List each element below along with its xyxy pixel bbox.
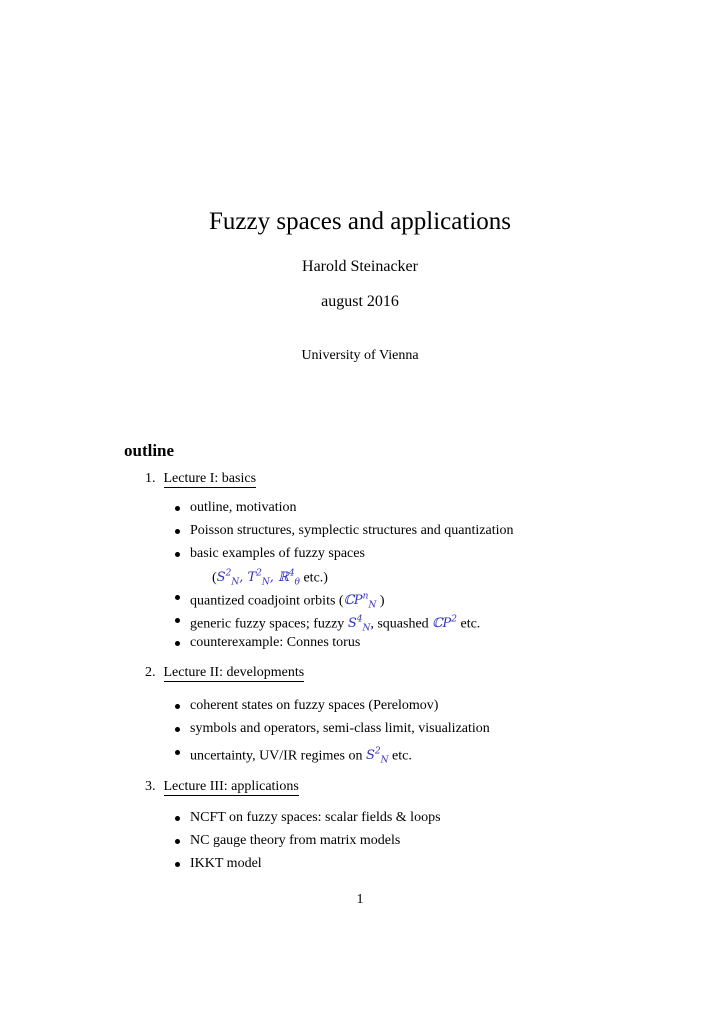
lecture-3-label: Lecture III: applications: [163, 779, 299, 794]
bullet-icon: [175, 750, 180, 755]
list-item: quantized coadjoint orbits (ℂP$^n_N$ ): [175, 587, 514, 610]
lecture-3: [145, 777, 299, 797]
bullet-icon: [175, 529, 180, 534]
date: august 2016: [321, 293, 399, 310]
bullet-icon: [175, 552, 180, 557]
bullet-icon: [175, 816, 180, 821]
outline-heading: outline: [124, 441, 175, 460]
list-item: symbols and operators, semi-class limit, visualization: [175, 719, 490, 742]
list-item: generic fuzzy spaces; fuzzy $S^4_N$, squashed ℂP$^2$ etc.: [175, 610, 514, 633]
lecture-1-number: 1.: [145, 471, 156, 486]
affiliation: University of Vienna: [301, 348, 419, 363]
bullet-icon: [175, 862, 180, 867]
bullet-icon: [175, 506, 180, 511]
page-number: 1: [356, 892, 364, 907]
bullet-icon: [175, 641, 180, 646]
author-name: Harold Steinacker: [302, 258, 418, 275]
s2-formula: $S^2_N$: [366, 747, 389, 766]
lecture-2-items: [175, 696, 490, 765]
cp2-formula: ℂP$^2$: [432, 615, 457, 632]
list-item: NCFT on fuzzy spaces: scalar fields & loops: [175, 808, 441, 831]
list-item: NC gauge theory from matrix models: [175, 831, 441, 854]
list-item: coherent states on fuzzy spaces (Perelomov): [175, 696, 490, 719]
cpn-formula: ℂP$^n_N$: [343, 592, 377, 611]
bullet-icon: [175, 704, 180, 709]
bullet-icon: [175, 839, 180, 844]
lecture-3-number: 3.: [145, 779, 156, 794]
paper-title: Fuzzy spaces and applications: [209, 208, 511, 235]
lecture-1-items: [175, 498, 514, 656]
lecture-2-label: Lecture II: developments: [163, 665, 305, 680]
s4-formula: $S^4_N$: [347, 615, 371, 634]
fuzzy-examples-formula: ($S^2_N$, $T^2_N$, ℝ$^4_\theta$ etc.): [212, 569, 328, 588]
list-item: basic examples of fuzzy spaces ($S^2_N$, $T^2_N$, ℝ$^4_\theta$ etc.): [175, 544, 514, 587]
list-item: uncertainty, UV/IR regimes on $S^2_N$ etc.: [175, 742, 490, 765]
list-item: outline, motivation: [175, 498, 514, 521]
lecture-1-label: Lecture I: basics: [163, 471, 257, 486]
list-item: IKKT model: [175, 854, 441, 877]
lecture-2: [145, 663, 304, 683]
lecture-2-number: 2.: [145, 665, 156, 680]
bullet-icon: [175, 618, 180, 623]
bullet-icon: [175, 727, 180, 732]
lecture-3-items: [175, 808, 441, 877]
bullet-icon: [175, 595, 180, 600]
lecture-1: [145, 469, 256, 489]
list-item: Poisson structures, symplectic structures and quantization: [175, 521, 514, 544]
list-item: counterexample: Connes torus: [175, 633, 514, 656]
